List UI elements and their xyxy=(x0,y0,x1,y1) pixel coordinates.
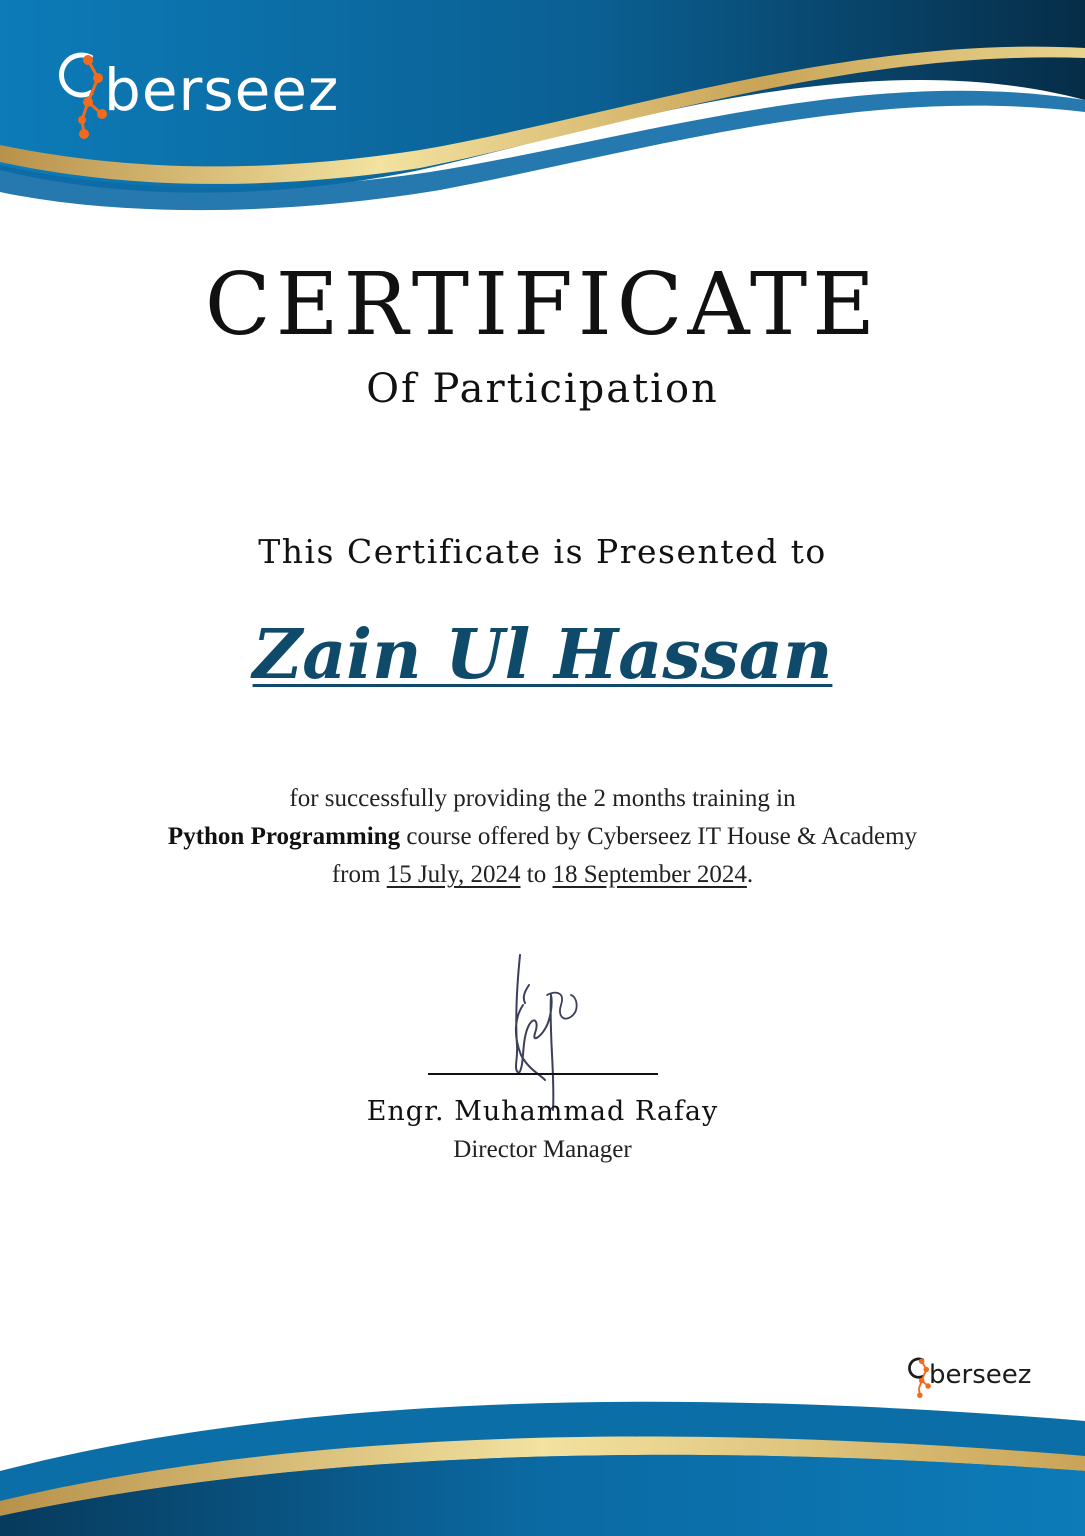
network-node-icon xyxy=(52,40,108,140)
presented-to-text: This Certificate is Presented to xyxy=(258,532,827,571)
end-date: 18 September 2024 xyxy=(552,861,747,888)
body-line-3 xyxy=(0,856,1085,894)
body-line-2 xyxy=(0,818,1085,856)
signature-line xyxy=(428,1073,658,1075)
logo-text-small: berseez xyxy=(929,1360,1032,1390)
signatory-title: Director Manager xyxy=(453,1136,632,1163)
bottom-wave-decoration xyxy=(0,1376,1085,1536)
course-offered-text: course offered by Cyberseez IT House & Academy xyxy=(400,823,918,850)
cyberseez-logo-small xyxy=(905,1352,1031,1398)
network-node-icon xyxy=(905,1352,931,1398)
from-word: from xyxy=(331,861,387,888)
handwritten-signature xyxy=(495,945,595,1115)
certificate-subtitle: Of Participation xyxy=(366,366,719,412)
body-line-1: for successfully providing the 2 months training in xyxy=(289,785,796,812)
end-punctuation: . xyxy=(746,861,754,888)
certificate-body xyxy=(0,780,1085,894)
logo-text: berseez xyxy=(104,56,340,124)
recipient-name-text: Zain Ul Hassan xyxy=(252,615,833,695)
certificate-title: CERTIFICATE xyxy=(204,255,881,355)
start-date: 15 July, 2024 xyxy=(386,861,521,888)
course-name: Python Programming xyxy=(167,823,401,850)
recipient-name xyxy=(0,615,1085,695)
to-word: to xyxy=(520,861,553,888)
signatory-name: Engr. Muhammad Rafay xyxy=(366,1096,719,1127)
cyberseez-logo xyxy=(52,40,339,140)
